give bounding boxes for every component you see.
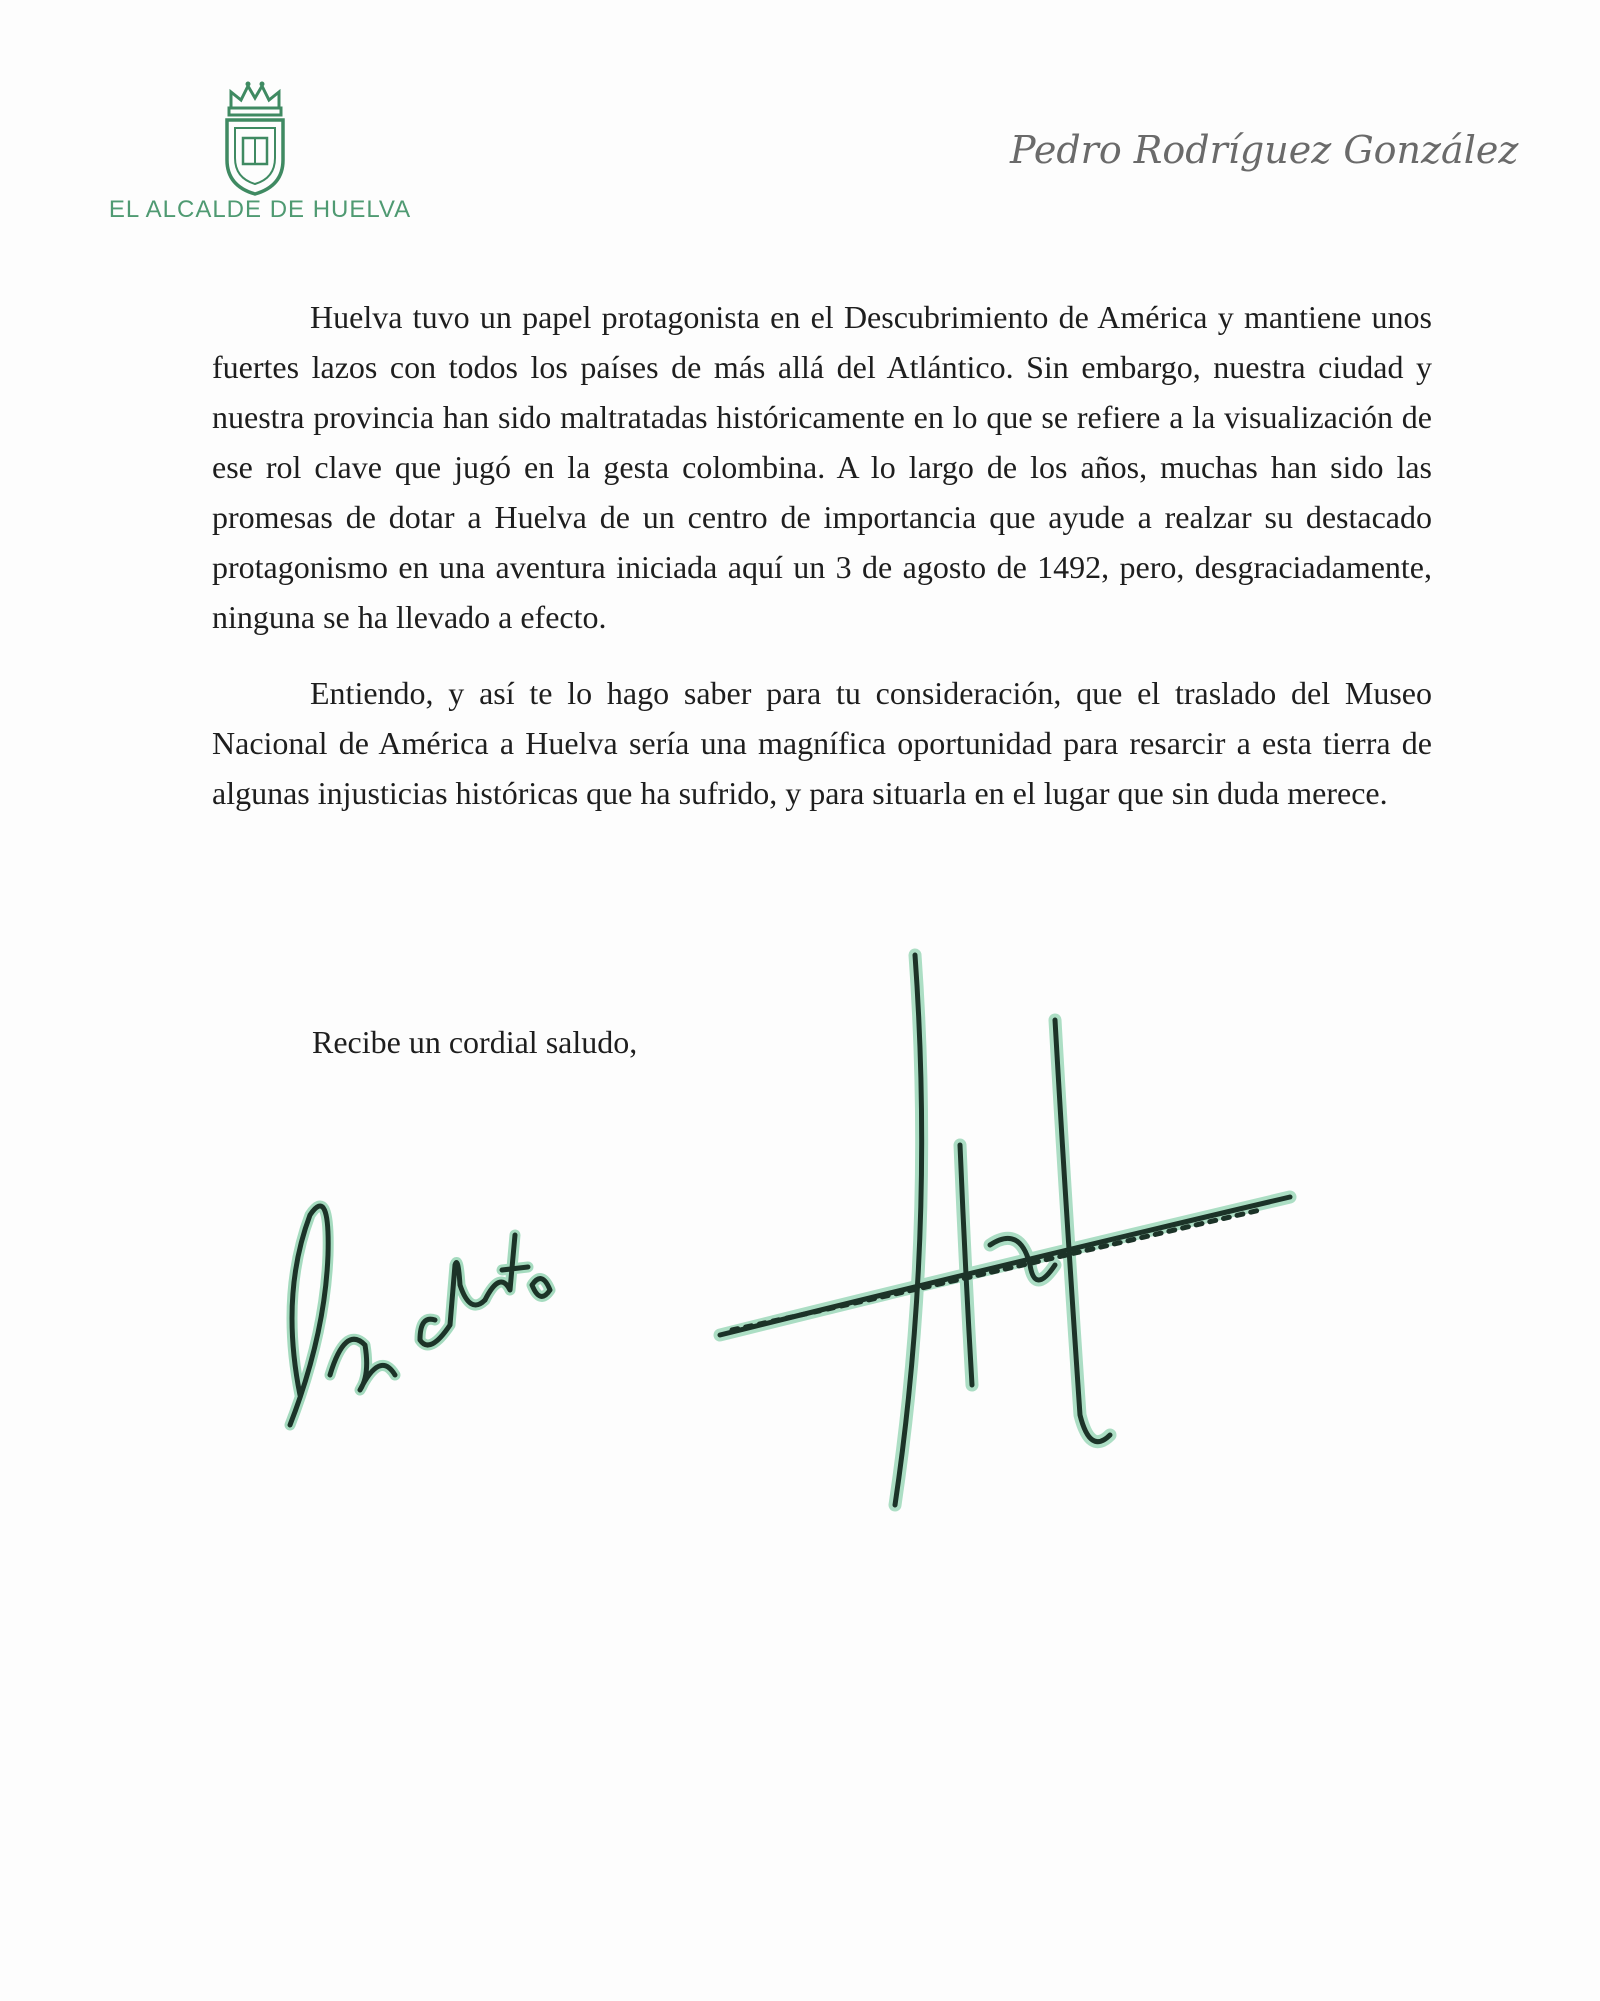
coat-of-arms-icon bbox=[215, 78, 295, 198]
organization-name: EL ALCALDE DE HUELVA bbox=[108, 196, 412, 223]
letter-body bbox=[212, 292, 1432, 818]
closing-line: Recibe un cordial saludo, bbox=[312, 1024, 638, 1060]
mayor-signature bbox=[660, 935, 1310, 1525]
paragraph-1: Huelva tuvo un papel protagonista en el Descubrimiento de América y mantiene unos fuertes lazos con todos los países de más allá del Atlántico. Sin embargo, nuestra ciudad y nuestra provincia han sido maltratadas históricamente en lo que se refiere a la visualización de ese rol clave que jugó en la gesta colombina. A lo largo de los años, muchas han sido las promesas de dotar a Huelva de un centro de importancia que ayude a realzar su destacado protagonismo en una aventura iniciada aquí un 3 de agosto de 1492, pero, desgraciadamente, ninguna se ha llevado a efecto. bbox=[212, 299, 1432, 635]
paragraph-2: Entiendo, y así te lo hago saber para tu consideración, que el traslado del Museo Nacional de América a Huelva sería una magnífica oportunidad para resarcir a esta tierra de algunas injusticias históricas que ha sufrido, y para situarla en el lugar que sin duda merece. bbox=[212, 675, 1432, 811]
handwritten-note-signature bbox=[270, 1175, 620, 1445]
author-name: Pedro Rodríguez González bbox=[1010, 128, 1519, 172]
